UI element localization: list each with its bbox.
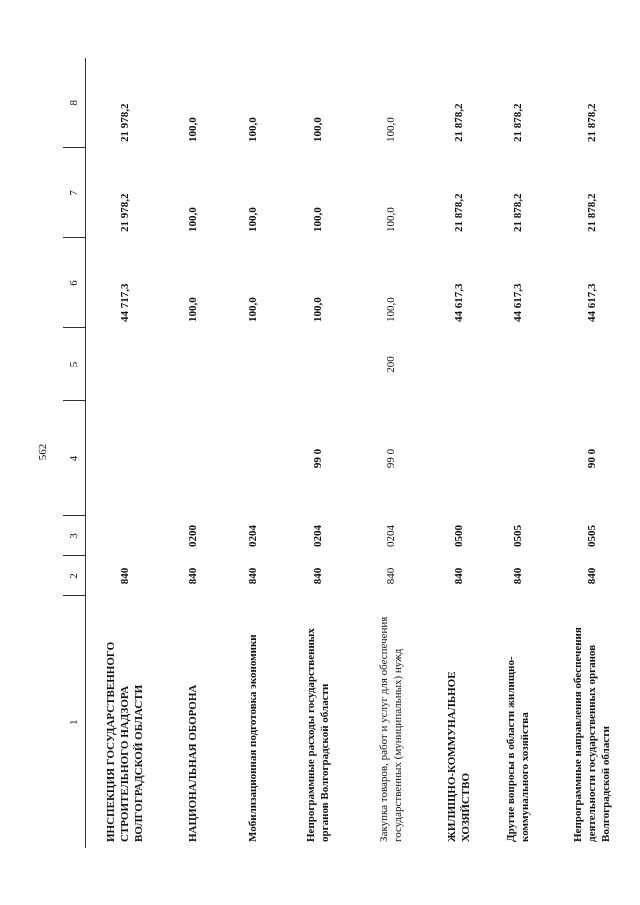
row-value-cell-c3: 0204 — [385, 525, 397, 547]
row-value-cell-c2: 840 — [187, 567, 199, 585]
row-value-cell-c4 — [222, 401, 284, 516]
row-value-cell-c5 — [430, 328, 488, 401]
row-value-cell-c7: 100,0 — [247, 207, 259, 232]
row-value-cell-c4 — [86, 401, 165, 516]
row-value-cell-c8: 100,0 — [312, 117, 324, 142]
row-value-cell-c4 — [430, 401, 488, 516]
row-value-cell-c6: 100,0 — [247, 297, 259, 322]
column-header: 5 — [63, 328, 86, 401]
row-value-cell-c6: 44 717,3 — [119, 283, 131, 322]
row-name-cell: Закупка товаров, работ и услуг для обеспечения государственных (муниципальных) нужд — [378, 616, 404, 842]
row-value-cell-c8: 21 878,2 — [453, 103, 465, 142]
row-value-cell-c6: 44 617,3 — [453, 283, 465, 322]
budget-table-container — [63, 58, 613, 848]
column-header: 7 — [63, 148, 86, 238]
table-row — [352, 58, 430, 848]
row-value-cell-c2: 840 — [512, 567, 524, 585]
row-value-cell-c5 — [284, 328, 352, 401]
row-value-cell-c7: 100,0 — [385, 207, 397, 232]
row-value-cell-c8: 21 978,2 — [119, 103, 131, 142]
page-number: 562 — [37, 443, 49, 461]
row-value-cell-c7: 21 978,2 — [119, 193, 131, 232]
row-name-cell: ЖИЛИЩНО-КОММУНАЛЬНОЕ ХОЗЯЙСТВО — [446, 671, 472, 842]
row-value-cell-c4 — [164, 401, 222, 516]
row-value-cell-c2: 840 — [586, 567, 598, 585]
table-row — [548, 58, 613, 848]
row-value-cell-c5 — [222, 328, 284, 401]
row-value-cell-c5 — [548, 328, 613, 401]
row-value-cell-c3: 0500 — [453, 525, 465, 547]
column-header: 2 — [63, 556, 86, 596]
row-value-cell-c5 — [86, 328, 165, 401]
row-value-cell-c4: 99 0 — [385, 448, 397, 469]
row-value-cell-c2: 840 — [247, 567, 259, 585]
budget-table — [63, 58, 613, 848]
row-value-cell-c6: 100,0 — [385, 297, 397, 322]
row-value-cell-c5 — [488, 328, 548, 401]
row-value-cell-c2: 840 — [385, 567, 397, 585]
row-value-cell-c2: 840 — [119, 567, 131, 585]
row-value-cell-c4 — [488, 401, 548, 516]
table-header-row — [63, 58, 86, 848]
row-value-cell-c3 — [86, 516, 165, 556]
row-value-cell-c8: 21 878,2 — [512, 103, 524, 142]
row-name-cell: Другие вопросы в области жилищно-коммунального хозяйства — [505, 656, 531, 842]
row-value-cell-c7: 21 878,2 — [512, 193, 524, 232]
row-value-cell-c8: 21 878,2 — [586, 103, 598, 142]
row-value-cell-c3: 0200 — [187, 525, 199, 547]
row-value-cell-c4: 99 0 — [312, 448, 324, 469]
row-value-cell-c3: 0204 — [312, 525, 324, 547]
row-value-cell-c6: 100,0 — [312, 297, 324, 322]
column-header: 1 — [63, 596, 86, 848]
column-header: 6 — [63, 238, 86, 328]
column-header: 3 — [63, 516, 86, 556]
row-value-cell-c8: 100,0 — [247, 117, 259, 142]
row-value-cell-c5: 200 — [385, 356, 397, 373]
row-value-cell-c8: 100,0 — [385, 117, 397, 142]
row-value-cell-c7: 100,0 — [187, 207, 199, 232]
row-value-cell-c6: 44 617,3 — [512, 283, 524, 322]
row-name-cell: Мобилизационная подготовка экономики — [247, 634, 259, 842]
row-value-cell-c2: 840 — [312, 567, 324, 585]
row-value-cell-c7: 100,0 — [312, 207, 324, 232]
row-value-cell-c7: 21 878,2 — [453, 193, 465, 232]
row-name-cell: НАЦИОНАЛЬНАЯ ОБОРОНА — [187, 684, 199, 842]
row-value-cell-c3: 0505 — [512, 525, 524, 547]
row-value-cell-c6: 100,0 — [187, 297, 199, 322]
table-row — [284, 58, 352, 848]
row-value-cell-c8: 100,0 — [187, 117, 199, 142]
column-header: 4 — [63, 401, 86, 516]
row-value-cell-c6: 44 617,3 — [586, 283, 598, 322]
table-row — [430, 58, 488, 848]
row-value-cell-c7: 21 878,2 — [586, 193, 598, 232]
row-value-cell-c2: 840 — [453, 567, 465, 585]
table-row — [488, 58, 548, 848]
row-value-cell-c3: 0204 — [247, 525, 259, 547]
row-value-cell-c3: 0505 — [586, 525, 598, 547]
table-row — [222, 58, 284, 848]
row-value-cell-c4: 90 0 — [586, 448, 598, 469]
column-header: 8 — [63, 58, 86, 148]
table-row — [164, 58, 222, 848]
table-row — [86, 58, 165, 848]
row-value-cell-c5 — [164, 328, 222, 401]
row-name-cell: ИНСПЕКЦИЯ ГОСУДАРСТВЕННОГО СТРОИТЕЛЬНОГО НАДЗОРА ВОЛГОГРАДСКОЙ ОБЛАСТИ — [105, 641, 145, 842]
row-name-cell: Непрограммные расходы государственных органов Волгоградской области — [305, 628, 331, 842]
row-name-cell: Непрограммные направления обеспечения деятельности государственных органов Волгоградской области — [572, 627, 612, 842]
